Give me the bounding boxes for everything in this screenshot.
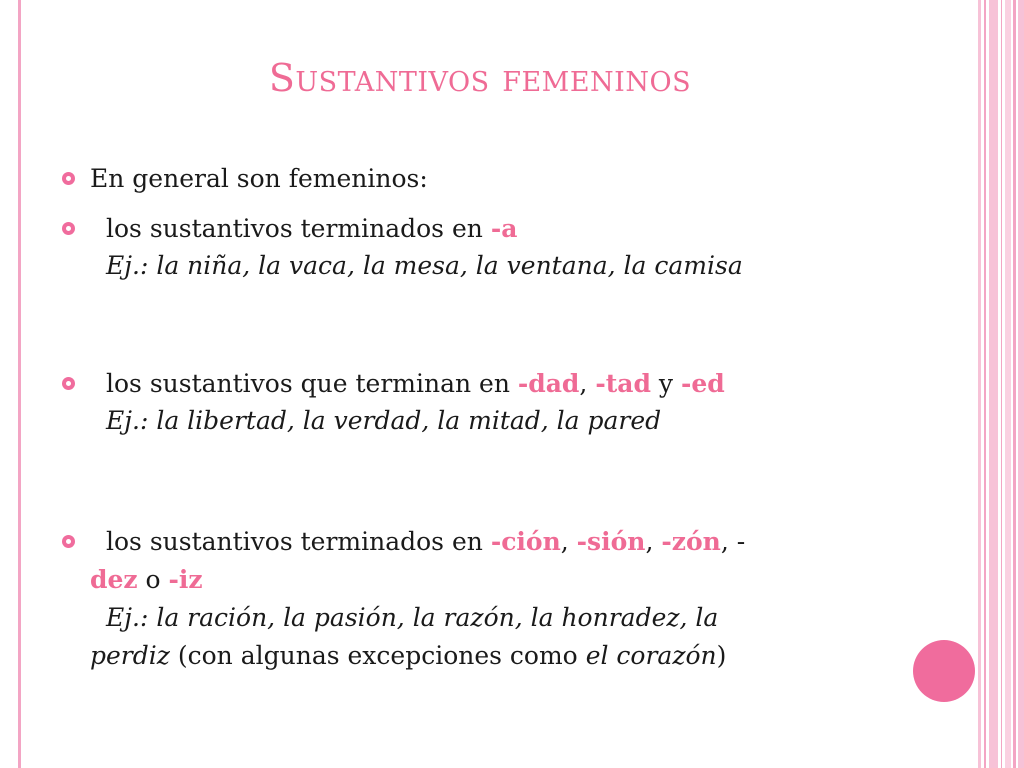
- bullet-dad-example: Ej.: la libertad, la verdad, la mitad, la pared: [106, 406, 662, 435]
- stripe: [978, 0, 981, 768]
- suffix-dez: dez: [90, 565, 138, 594]
- bullet-cion-lead: los sustantivos terminados en: [106, 527, 491, 556]
- stripe: [1001, 0, 1003, 768]
- separator: ,: [560, 527, 577, 556]
- suffix-ed: -ed: [680, 369, 725, 398]
- separator: y: [650, 369, 681, 398]
- suffix-zon: -zón: [661, 527, 721, 556]
- bullet-icon: [62, 535, 75, 548]
- separator: ,: [645, 527, 662, 556]
- separator: , -: [720, 527, 746, 556]
- bullet-cion-line-2: [90, 561, 203, 598]
- bullet-a-example: Ej.: la niña, la vaca, la mesa, la ventana, la camisa: [106, 251, 743, 280]
- suffix-sion: -sión: [576, 527, 646, 556]
- decorative-circle: [913, 640, 975, 702]
- note-italic: el corazón: [585, 641, 717, 670]
- suffix-dad: -dad: [517, 369, 580, 398]
- bullet-a-lead: los sustantivos terminados en: [106, 214, 491, 243]
- right-decorative-stripes: [978, 0, 1024, 768]
- suffix-a: -a: [490, 214, 518, 243]
- bullet-icon: [62, 377, 75, 390]
- suffix-iz: -iz: [168, 565, 203, 594]
- separator: ,: [579, 369, 596, 398]
- stripe: [984, 0, 986, 768]
- note-end: ): [716, 641, 727, 670]
- bullet-a-line: [106, 210, 517, 247]
- suffix-cion: -ción: [490, 527, 561, 556]
- separator: o: [137, 565, 169, 594]
- bullet-icon: [62, 172, 75, 185]
- stripe: [1005, 0, 1010, 768]
- bullet-dad-lead: los sustantivos que terminan en: [106, 369, 518, 398]
- bullet-cion-line: [106, 523, 745, 560]
- bullet-cion-example-line-1: Ej.: la ración, la pasión, la razón, la honradez, la: [106, 603, 719, 632]
- bullet-intro-text: En general son femeninos:: [90, 164, 428, 193]
- stripe: [989, 0, 998, 768]
- example-word: perdiz: [90, 641, 170, 670]
- stripe: [1018, 0, 1024, 768]
- slide-title: Sustantivos femeninos: [268, 56, 692, 100]
- bullet-dad-line: [106, 365, 725, 402]
- suffix-tad: -tad: [595, 369, 651, 398]
- left-frame-line: [18, 0, 21, 768]
- stripe: [1013, 0, 1016, 768]
- bullet-cion-example-line-2: [90, 637, 726, 674]
- bullet-icon: [62, 222, 75, 235]
- note-text: (con algunas excepciones como: [169, 641, 586, 670]
